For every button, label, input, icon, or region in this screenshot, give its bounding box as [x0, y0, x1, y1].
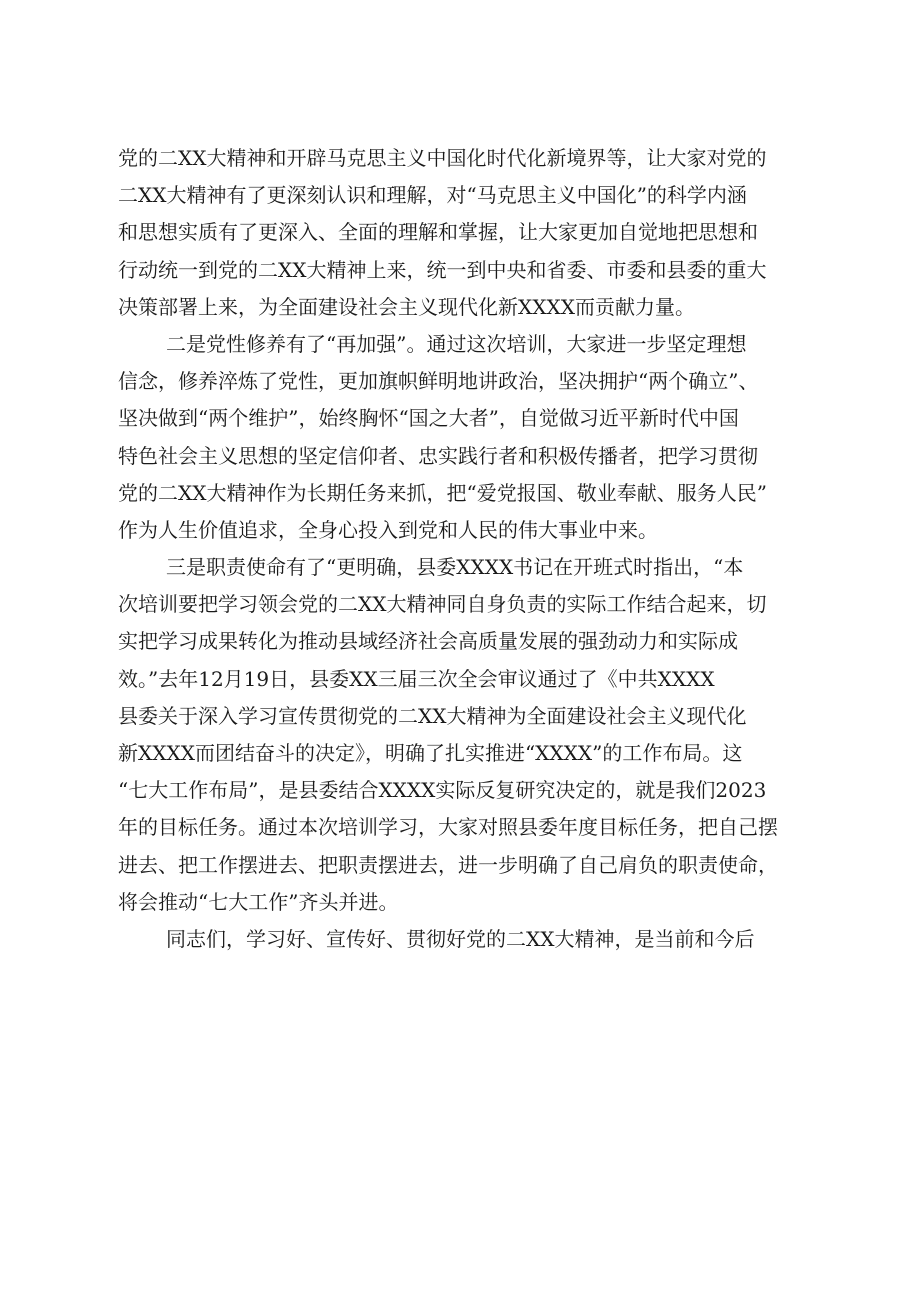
text-line: 效。”去年12月19日，县委XX三届三次全会审议通过了《中共XXXX [118, 666, 715, 691]
paragraph-3 [118, 549, 824, 921]
text-line: 县委关于深入学习宣传贯彻党的二XX大精神为全面建设社会主义现代化 [118, 703, 747, 728]
text-line: 次培训要把学习领会党的二XX大精神同自身负责的实际工作结合起来，切 [118, 592, 767, 617]
text-line: 信念，修养淬炼了党性，更加旗帜鲜明地讲政治，坚决拥护“两个确立”、 [118, 369, 759, 394]
text-line: 二是党性修养有了“再加强”。通过这次培训，大家进一步坚定理想 [166, 331, 747, 356]
text-line: 党的二XX大精神和开辟马克思主义中国化时代化新境界等，让大家对党的 [118, 146, 767, 170]
text-line: 党的二XX大精神作为长期任务来抓，把“爱党报国、敬业奉献、服务人民” [118, 480, 767, 505]
text-line: 年的目标任务。通过本次培训学习，大家对照县委年度目标任务，把自己摆 [118, 815, 778, 840]
text-line: 二XX大精神有了更深刻认识和理解，对“马克思主义中国化”的科学内涵 [118, 183, 747, 208]
text-line: 实把学习成果转化为推动县域经济社会高质量发展的强劲动力和实际成 [118, 629, 738, 654]
text-line: “七大工作布局”，是县委结合XXXX实际反复研究决定的，就是我们2023 [118, 778, 767, 803]
text-line: 和思想实质有了更深入、全面的理解和掌握，让大家更加自觉地把思想和 [118, 220, 758, 245]
text-line: 坚决做到“两个维护”，始终胸怀“国之大者”，自觉做习近平新时代中国 [118, 406, 739, 431]
text-line: 进去、把工作摆进去、把职责摆进去，进一步明确了自己肩负的职责使命， [118, 852, 778, 877]
paragraph-4 [118, 921, 824, 958]
document-body [118, 140, 824, 958]
text-line: 新XXXX而团结奋斗的决定》，明确了扎实推进“XXXX”的工作布局。这 [118, 741, 743, 765]
text-line: 三是职责使命有了“更明确，县委XXXX书记在开班式时指出，“本 [166, 555, 744, 580]
paragraph-2 [118, 326, 824, 549]
text-line: 作为人生价值追求，全身心投入到党和人民的伟大事业中来。 [118, 517, 658, 542]
text-line: 将会推动“七大工作”齐头并进。 [118, 889, 399, 914]
text-line: 行动统一到党的二XX大精神上来，统一到中央和省委、市委和县委的重大 [118, 257, 767, 282]
text-line: 同志们，学习好、宣传好、贯彻好党的二XX大精神，是当前和今后 [166, 926, 755, 951]
text-line: 决策部署上来，为全面建设社会主义现代化新XXXX而贡献力量。 [118, 294, 695, 319]
paragraph-1 [118, 140, 824, 326]
text-line: 特色社会主义思想的坚定信仰者、忠实践行者和积极传播者，把学习贯彻 [118, 443, 758, 468]
